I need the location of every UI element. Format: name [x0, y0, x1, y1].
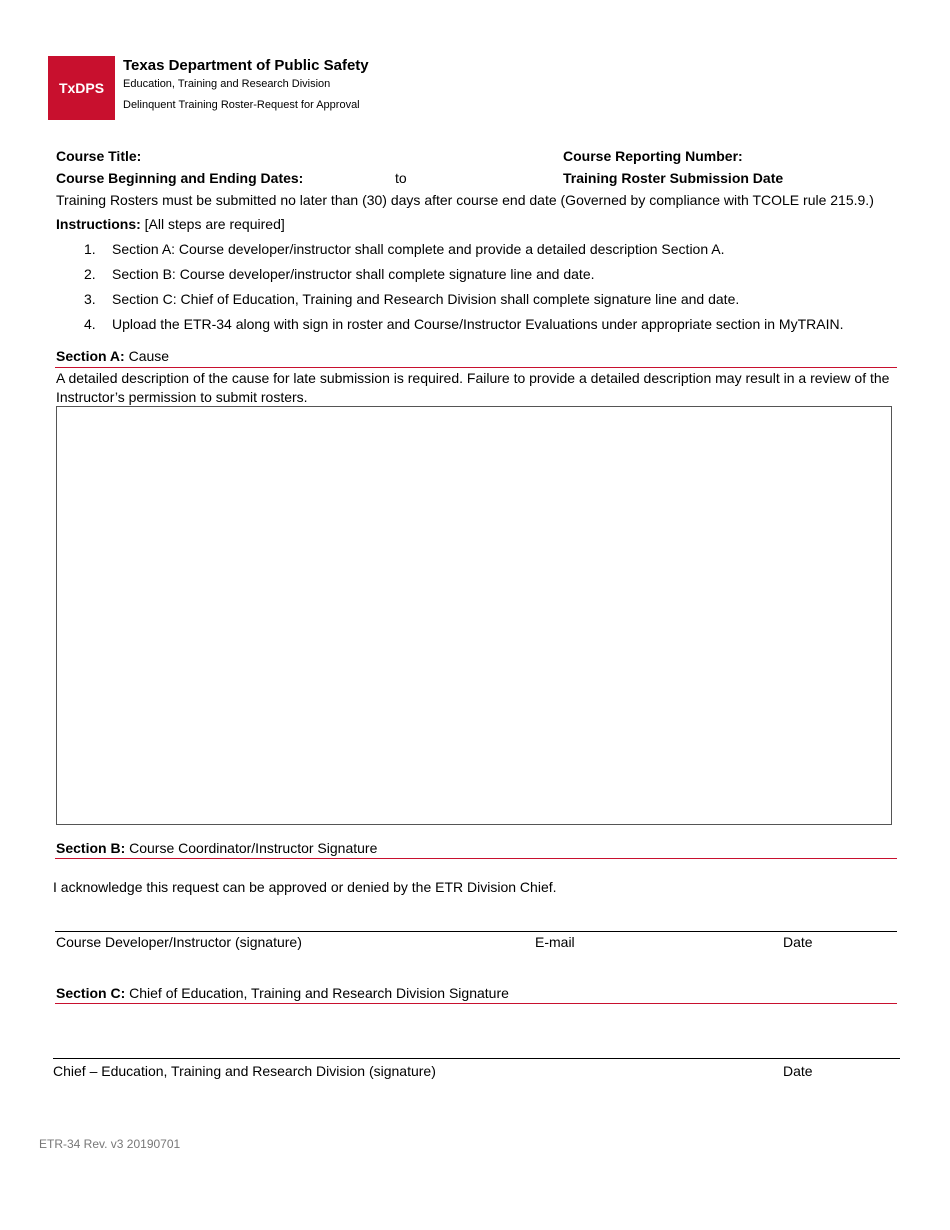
step-text: Upload the ETR-34 along with sign in roster and Course/Instructor Evaluations under appropriate section in MyTRAIN. — [112, 316, 844, 332]
list-item — [56, 265, 843, 290]
section-c-title: Chief of Education, Training and Research Division Signature — [129, 985, 509, 1001]
step-text: Section A: Course developer/instructor shall complete and provide a detailed description Section A. — [112, 241, 725, 257]
email-label: E-mail — [535, 934, 575, 950]
section-b-label: Section B: — [56, 840, 126, 856]
section-c-divider — [55, 1003, 897, 1004]
step-number: 2. — [84, 266, 96, 282]
txdps-logo — [48, 56, 115, 120]
form-title: Delinquent Training Roster-Request for Approval — [123, 99, 360, 111]
org-name: Texas Department of Public Safety — [123, 57, 369, 74]
list-item — [56, 290, 843, 315]
course-reporting-number-label: Course Reporting Number: — [563, 148, 743, 164]
instructor-signature-label: Course Developer/Instructor (signature) — [56, 934, 302, 950]
chief-signature-label: Chief – Education, Training and Research Division (signature) — [53, 1063, 436, 1079]
division-name: Education, Training and Research Division — [123, 78, 331, 90]
list-item — [56, 240, 843, 265]
section-c-heading — [56, 985, 509, 1001]
section-b-title: Course Coordinator/Instructor Signature — [129, 840, 378, 856]
deadline-notice: Training Rosters must be submitted no later than (30) days after course end date (Governed by compliance with TCOLE rule 215.9.) — [56, 192, 874, 208]
course-title-label: Course Title: — [56, 148, 142, 164]
instructions-note: [All steps are required] — [144, 216, 285, 232]
section-c-label: Section C: — [56, 985, 126, 1001]
section-a-description: A detailed description of the cause for late submission is required. Failure to provide a detailed description may result in a review of the Instructor’s permission to submit rosters. — [56, 370, 890, 405]
section-a-label: Section A: — [56, 348, 125, 364]
step-number: 4. — [84, 316, 96, 332]
chief-signature-line[interactable] — [53, 1058, 900, 1059]
submission-date-label: Training Roster Submission Date — [563, 170, 784, 186]
step-text: Section B: Course developer/instructor shall complete signature line and date. — [112, 266, 595, 282]
acknowledgement-text: I acknowledge this request can be approved or denied by the ETR Division Chief. — [53, 879, 557, 895]
cause-text-area[interactable] — [56, 406, 892, 825]
instructor-signature-line[interactable] — [55, 931, 897, 932]
section-b-heading — [56, 840, 377, 856]
logo-text: TxDPS — [58, 80, 105, 96]
instructions-label: Instructions: — [56, 216, 141, 232]
section-a-title: Cause — [128, 348, 170, 364]
form-revision: ETR-34 Rev. v3 20190701 — [39, 1137, 181, 1151]
section-b-divider — [55, 858, 897, 859]
dates-to-label: to — [395, 170, 407, 186]
step-text: Section C: Chief of Education, Training and Research Division shall complete signature line and date. — [112, 291, 740, 307]
instructions-heading — [56, 216, 285, 232]
step-number: 1. — [84, 241, 96, 257]
list-item — [56, 315, 843, 340]
course-dates-label: Course Beginning and Ending Dates: — [56, 170, 304, 186]
instructor-date-label: Date — [783, 934, 813, 950]
chief-date-label: Date — [783, 1063, 813, 1079]
section-a-divider — [55, 367, 897, 368]
section-a-heading — [56, 348, 169, 364]
step-number: 3. — [84, 291, 96, 307]
instruction-steps — [56, 240, 843, 340]
